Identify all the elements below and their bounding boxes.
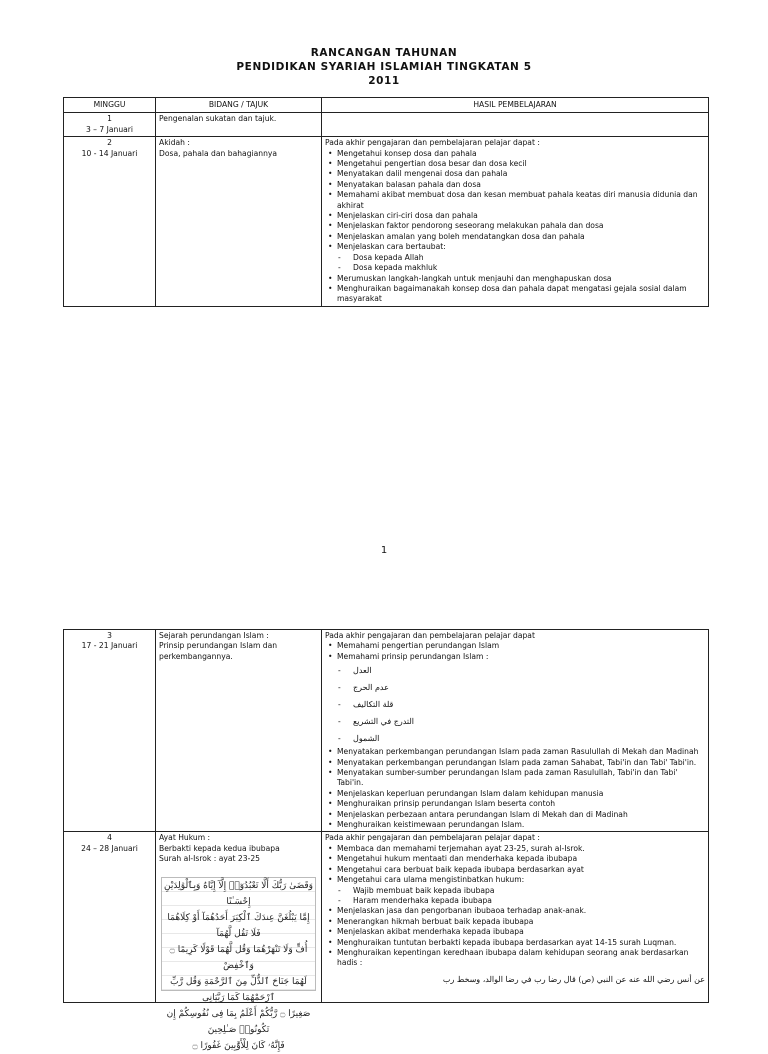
- outcomes-list: [325, 274, 705, 305]
- document-header: [0, 46, 768, 88]
- plan-table-page-1: [63, 97, 709, 307]
- week-number: 3: [107, 631, 112, 640]
- sub-list-item: - التدرج في التشريع: [353, 713, 705, 730]
- header-title: RANCANGAN TAHUNAN: [310, 47, 458, 59]
- list-item: • Menyatakan sumber-sumber perundangan Islam pada zaman Rasulullah, Tabi'in dan Tabi' Tabi'in.: [337, 768, 705, 789]
- list-item: • Menjelaskan jasa dan pengorbanan ibubaoa terhadap anak-anak.: [337, 906, 705, 916]
- sub-list: [325, 253, 705, 274]
- topic-cell: [156, 113, 322, 137]
- table-row: [64, 630, 709, 832]
- week-number: 2: [107, 138, 112, 148]
- topic-cell: [156, 630, 322, 832]
- topic-line: Sejarah perundangan Islam :: [159, 631, 269, 640]
- quran-line: فَإِنَّهُۥ كَانَ لِلْأَوَّٰبِينَ غَفُورًا ۝: [192, 1040, 285, 1051]
- list-item: • Menerangkan hikmah berbuat baik kepada ibubapa: [337, 917, 705, 927]
- week-dates: 24 – 28 Januari: [81, 843, 138, 853]
- list-item: • Menjelaskan keperluan perundangan Islam dalam kehidupan manusia: [337, 789, 705, 799]
- outcomes-intro: Pada akhir pengajaran dan pembelajaran pelajar dapat :: [325, 833, 540, 843]
- week-dates: 17 - 21 Januari: [81, 641, 138, 651]
- outcomes-cell: [322, 832, 709, 1003]
- quran-line: أُفٍّ وَلَا تَنْهَرْهُمَا وَقُل لَّهُمَا قَوْلًا كَرِيمًا ۝ وَٱخْفِضْ: [169, 944, 308, 971]
- list-item: • Menjelaskan amalan yang boleh mendatangkan dosa dan pahala: [337, 232, 705, 242]
- sub-list: [325, 886, 705, 907]
- list-item: • Menjelaskan cara bertaubat:: [337, 242, 705, 252]
- sub-list-item: - Dosa kepada makhluk: [353, 263, 705, 273]
- hadith-text: عن أنس رضي الله عنه عن النبي (ص) قال رضا رب في رضا الوالد، وسخط رب: [442, 974, 705, 984]
- column-header-outcomes: HASIL PEMBELAJARAN: [322, 98, 709, 113]
- topic-cell: [156, 832, 322, 1051]
- list-item: • Mengetahui pengertian dosa besar dan dosa kecil: [337, 159, 705, 169]
- list-item: • Mengetahui hukum mentaati dan menderhaka kepada ibubapa: [337, 854, 705, 864]
- list-item: • Menjelaskan akibat menderhaka kepada ibubapa: [337, 927, 705, 937]
- topic-line: Pengenalan sukatan dan tajuk.: [159, 114, 277, 124]
- quran-line: وَقَضَىٰ رَبُّكَ أَلَّا تَعْبُدُوٓا۟ إِلَّآ إِيَّاهُ وَبِٱلْوَٰلِدَيْنِ إِحْسَـٰنًا: [163, 880, 314, 907]
- list-item: • Memahami pengertian perundangan Islam: [337, 641, 705, 651]
- list-item: • Menjelaskan ciri-ciri dosa dan pahala: [337, 211, 705, 221]
- outcomes-list: [325, 844, 705, 886]
- outcomes-cell: [322, 113, 709, 137]
- topic-line: Berbakti kepada kedua ibubapa: [159, 843, 280, 853]
- topic-line: Prinsip perundangan Islam dan perkembangannya.: [159, 641, 278, 661]
- quran-line: إِمَّا يَبْلُغَنَّ عِندَكَ ٱلْكِبَرَ أَحَدُهُمَآ أَوْ كِلَاهُمَا فَلَا تَقُل لَّهُمَآ: [167, 912, 310, 939]
- week-dates: 3 – 7 Januari: [85, 124, 134, 134]
- week-number: 1: [107, 114, 112, 124]
- table-header-row: [64, 98, 709, 113]
- week-cell: [64, 630, 156, 832]
- sub-list-item: - قلة التكاليف: [353, 696, 705, 713]
- page-number: 1: [380, 545, 388, 556]
- sub-list-item: - عدم الحرج: [353, 679, 705, 696]
- sub-list-item: - العدل: [353, 662, 705, 679]
- week-number: 4: [107, 833, 112, 843]
- arabic-principles-list: [325, 662, 705, 747]
- week-cell: [64, 113, 156, 137]
- topic-line: Surah al-Isrok : ayat 23-25: [159, 854, 260, 864]
- column-header-topic: BIDANG / TAJUK: [156, 98, 322, 113]
- list-item: • Memahami akibat membuat dosa dan kesan membuat pahala keatas diri manusia didunia dan akhirat: [337, 190, 705, 211]
- week-dates: 10 - 14 Januari: [81, 148, 138, 158]
- list-item: • Menyatakan perkembangan perundangan Islam pada zaman Sahabat, Tabi'in dan Tabi' Tabi'in.: [337, 758, 705, 768]
- list-item: • Mengetahui cara ulama mengistinbatkan hukum:: [337, 875, 705, 885]
- sub-list-item: - الشمول: [353, 730, 705, 747]
- sub-list-item: - Haram menderhaka kepada ibubapa: [353, 896, 705, 906]
- list-item: • Menyatakan perkembangan perundangan Islam pada zaman Rasulullah di Mekah dan Madinah: [337, 747, 705, 757]
- week-cell: [64, 137, 156, 307]
- outcomes-list: [325, 747, 705, 830]
- outcomes-list: [325, 906, 705, 968]
- list-item: • Menghuraikan prinsip perundangan Islam beserta contoh: [337, 799, 705, 809]
- column-header-week: MINGGU: [64, 98, 156, 113]
- table-row: [64, 113, 709, 137]
- list-item: • Merumuskan langkah-langkah untuk menjauhi dan menghapuskan dosa: [337, 274, 705, 284]
- list-item: • Menghuraikan keistimewaan perundangan Islam.: [337, 820, 705, 830]
- list-item: • Memahami prinsip perundangan Islam :: [337, 652, 705, 662]
- plan-table-page-2: [63, 629, 709, 1051]
- quran-verse-image: [161, 877, 316, 1051]
- list-item: • Menghuraikan kepentingan keredhaan ibubapa dalam kehidupan seorang anak berdasarkan hadis :: [337, 948, 705, 969]
- topic-cell: [156, 137, 322, 307]
- topic-line: Akidah :: [159, 138, 190, 148]
- outcomes-intro: Pada akhir pengajaran dan pembelajaran pelajar dapat: [325, 631, 535, 640]
- outcomes-intro: Pada akhir pengajaran dan pembelajaran pelajar dapat :: [325, 138, 540, 148]
- table-row: [64, 137, 709, 307]
- quran-line: صَغِيرًا ۝ رَّبُّكُمْ أَعْلَمُ بِمَا فِى نُفُوسِكُمْ إِن تَكُونُوا۟ صَـٰلِحِينَ: [166, 1008, 311, 1035]
- sub-list-item: - Wajib membuat baik kepada ibubapa: [353, 886, 705, 896]
- list-item: • Menyatakan dalil mengenai dosa dan pahala: [337, 169, 705, 179]
- list-item: • Mengetahui cara berbuat baik kepada ibubapa berdasarkan ayat: [337, 865, 705, 875]
- list-item: • Menjelaskan faktor pendorong seseorang melakukan pahala dan dosa: [337, 221, 705, 231]
- outcomes-cell: [322, 137, 709, 307]
- outcomes-list: [325, 149, 705, 253]
- week-cell: [64, 832, 156, 1003]
- header-year: 2011: [368, 75, 400, 87]
- list-item: • Menghuraikan bagaimanakah konsep dosa dan pahala dapat mengatasi gejala sosial dalam masyarakat: [337, 284, 705, 305]
- outcomes-cell: [322, 630, 709, 832]
- topic-line: Ayat Hukum :: [159, 833, 211, 843]
- quran-line: لَهُمَا جَنَاحَ ٱلذُّلِّ مِنَ ٱلرَّحْمَةِ وَقُل رَّبِّ ٱرْحَمْهُمَا كَمَا رَبَّيَانِى: [170, 976, 307, 1003]
- list-item: • Menghuraikan tuntutan berbakti kepada ibubapa berdasarkan ayat 14-15 surah Luqman.: [337, 938, 705, 948]
- list-item: • Membaca dan memahami terjemahan ayat 23-25, surah al-Isrok.: [337, 844, 705, 854]
- header-subject: PENDIDIKAN SYARIAH ISLAMIAH TINGKATAN 5: [236, 61, 532, 73]
- sub-list-item: - Dosa kepada Allah: [353, 253, 705, 263]
- list-item: • Menyatakan balasan pahala dan dosa: [337, 180, 705, 190]
- list-item: • Menjelaskan perbezaan antara perundangan Islam di Mekah dan di Madinah: [337, 810, 705, 820]
- outcomes-list: [325, 641, 705, 662]
- topic-line: Dosa, pahala dan bahagiannya: [159, 148, 278, 158]
- list-item: • Mengetahui konsep dosa dan pahala: [337, 149, 705, 159]
- table-row: [64, 832, 709, 1003]
